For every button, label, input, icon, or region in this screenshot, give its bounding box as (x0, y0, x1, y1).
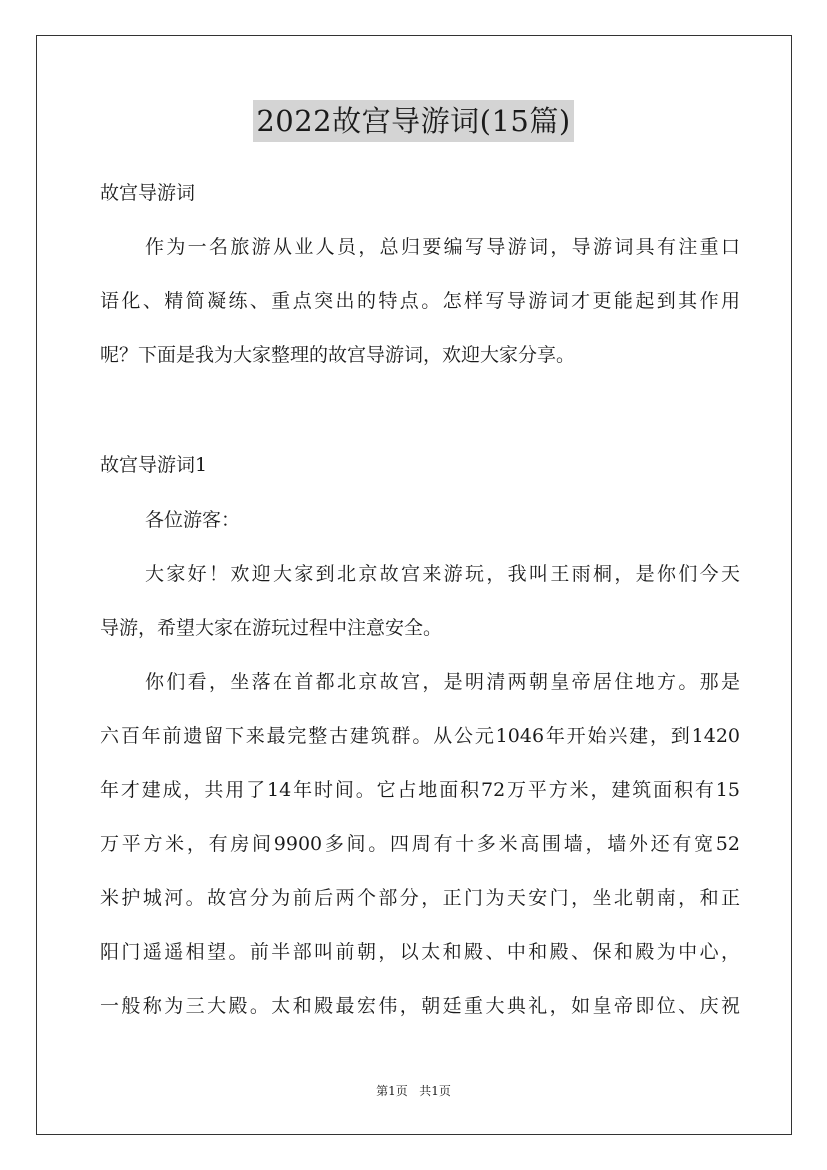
section-heading: 故宫导游词1 (100, 454, 208, 476)
paragraph-line: 阳门遥遥相望。前半部叫前朝，以太和殿、中和殿、保和殿为中心， (100, 941, 740, 963)
paragraph-line: 大家好！欢迎大家到北京故宫来游玩，我叫王雨桐，是你们今天 (145, 563, 740, 585)
document-title: 2022故宫导游词(15篇) (253, 100, 573, 142)
paragraph-line: 六百年前遗留下来最完整古建筑群。从公元1046年开始兴建，到1420 (100, 725, 740, 747)
paragraph-line: 一般称为三大殿。太和殿最宏伟，朝廷重大典礼，如皇帝即位、庆祝 (100, 995, 740, 1017)
page-footer (0, 1083, 827, 1099)
title-container (0, 100, 827, 142)
paragraph-line: 呢？下面是我为大家整理的故宫导游词，欢迎大家分享。 (100, 344, 576, 366)
section-heading: 故宫导游词 (100, 182, 196, 204)
paragraph-line: 导游，希望大家在游玩过程中注意安全。 (100, 617, 443, 639)
paragraph-line: 年才建成，共用了14年时间。它占地面积72万平方米，建筑面积有15 (100, 779, 740, 801)
page-total: 共1页 (419, 1084, 451, 1098)
paragraph-line: 万平方米，有房间9900多间。四周有十多米高围墙，墙外还有宽52 (100, 833, 740, 855)
page-number: 第1页 (376, 1084, 408, 1098)
paragraph-line: 你们看，坐落在首都北京故宫，是明清两朝皇帝居住地方。那是 (145, 671, 740, 693)
paragraph-line: 语化、精简凝练、重点突出的特点。怎样写导游词才更能起到其作用 (100, 290, 740, 312)
paragraph-line: 米护城河。故宫分为前后两个部分，正门为天安门，坐北朝南，和正 (100, 887, 740, 909)
paragraph-line: 作为一名旅游从业人员，总归要编写导游词，导游词具有注重口 (145, 236, 740, 258)
paragraph-line: 各位游客： (145, 509, 241, 531)
